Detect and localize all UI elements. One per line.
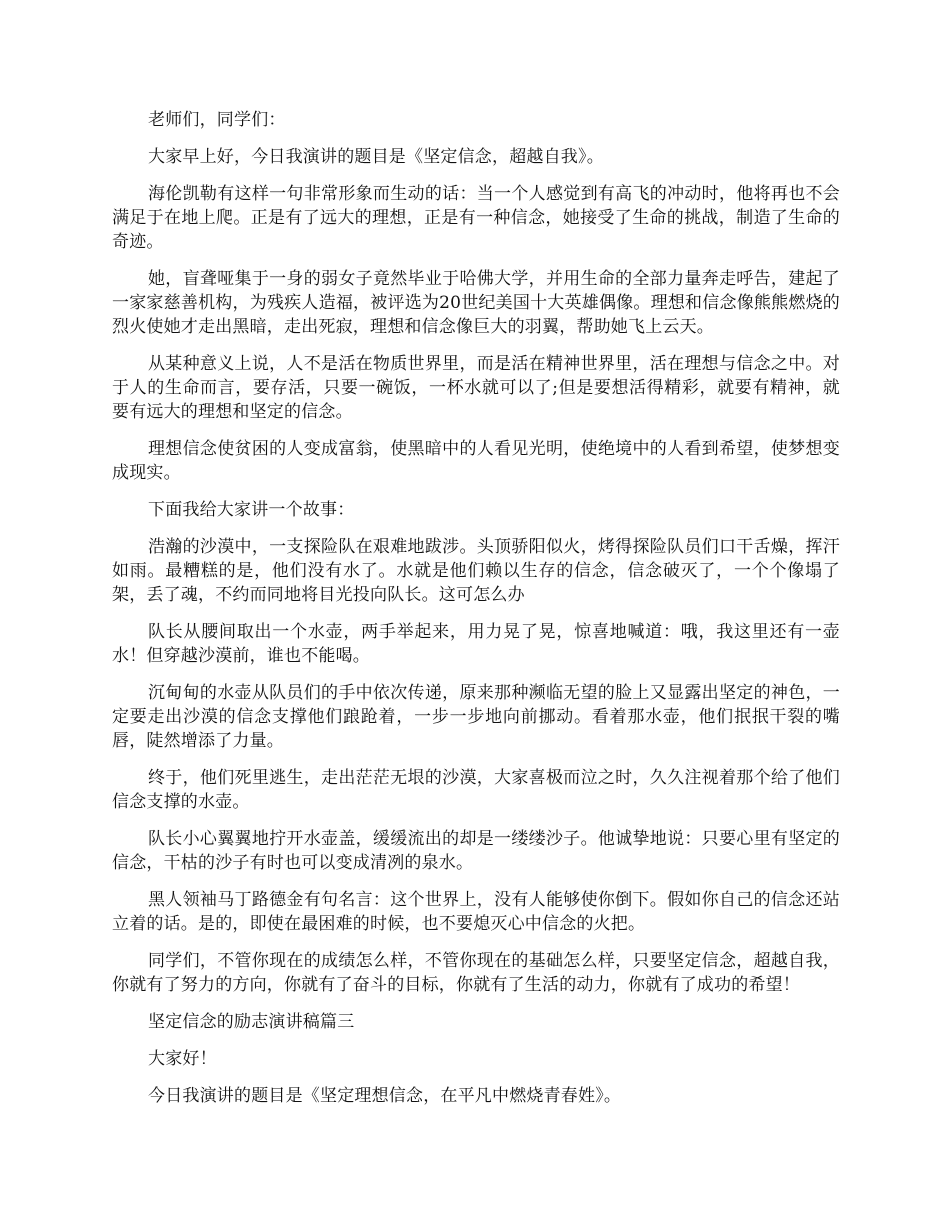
body-paragraph: 她，盲聋哑集于一身的弱女子竟然毕业于哈佛大学，并用生命的全部力量奔走呼告，建起了一家家慈善机构，为残疾人造福，被评选为20世纪美国十大英雄偶像。理想和信念像熊熊燃烧的烈火使她才走出黑暗，走出死寂，理想和信念像巨大的羽翼，帮助她飞上云天。	[112, 269, 840, 337]
body-paragraph: 沉甸甸的水壶从队员们的手中依次传递，原来那种濒临无望的脸上又显露出坚定的神色，一定要走出沙漠的信念支撑他们踉跄着，一步一步地向前挪动。看着那水壶，他们抿抿干裂的嘴唇，陡然增添了力量。	[112, 683, 840, 751]
body-paragraph: 队长小心翼翼地拧开水壶盖，缓缓流出的却是一缕缕沙子。他诚挚地说：只要心里有坚定的信念，干枯的沙子有时也可以变成清冽的泉水。	[112, 829, 840, 873]
speech-title-paragraph: 今日我演讲的题目是《坚定理想信念，在平凡中燃烧青春姓》。	[148, 1086, 622, 1106]
greeting-paragraph: 老师们，同学们：	[148, 110, 286, 130]
section-heading: 坚定信念的励志演讲稿篇三	[148, 1012, 355, 1032]
document-body	[112, 108, 840, 1121]
body-paragraph: 黑人领袖马丁路德金有句名言：这个世界上，没有人能够使你倒下。假如你自己的信念还站立着的话。是的，即使在最困难的时候，也不要熄灭心中信念的火把。	[112, 890, 840, 934]
greeting-paragraph: 大家好！	[148, 1049, 217, 1069]
body-paragraph: 从某种意义上说，人不是活在物质世界里，而是活在精神世界里，活在理想与信念之中。对于人的生命而言，要存活，只要一碗饭，一杯水就可以了;但是要想活得精彩，就要有精神，就要有远大的理想和坚定的信念。	[112, 354, 840, 422]
body-paragraph: 队长从腰间取出一个水壶，两手举起来，用力晃了晃，惊喜地喊道：哦，我这里还有一壶水！但穿越沙漠前，谁也不能喝。	[112, 622, 840, 666]
body-paragraph: 海伦凯勒有这样一句非常形象而生动的话：当一个人感觉到有高飞的冲动时，他将再也不会满足于在地上爬。正是有了远大的理想，正是有一种信念，她接受了生命的挑战，制造了生命的奇迹。	[112, 184, 840, 252]
body-paragraph: 同学们，不管你现在的成绩怎么样，不管你现在的基础怎么样，只要坚定信念，超越自我，你就有了努力的方向，你就有了奋斗的目标，你就有了生活的动力，你就有了成功的希望！	[112, 951, 840, 995]
body-paragraph: 理想信念使贫困的人变成富翁，使黑暗中的人看见光明，使绝境中的人看到希望，使梦想变成现实。	[112, 439, 840, 483]
body-paragraph: 终于，他们死里逃生，走出茫茫无垠的沙漠，大家喜极而泣之时，久久注视着那个给了他们信念支撑的水壶。	[112, 768, 840, 812]
body-paragraph: 浩瀚的沙漠中，一支探险队在艰难地跋涉。头顶骄阳似火，烤得探险队员们口干舌燥，挥汗如雨。最糟糕的是，他们没有水了。水就是他们赖以生存的信念，信念破灭了，一个个像塌了架，丢了魂，不约而同地将目光投向队长。这可怎么办	[112, 537, 840, 605]
body-paragraph: 下面我给大家讲一个故事：	[148, 500, 355, 520]
speech-title-paragraph: 大家早上好，今日我演讲的题目是《坚定信念，超越自我》。	[148, 147, 604, 167]
